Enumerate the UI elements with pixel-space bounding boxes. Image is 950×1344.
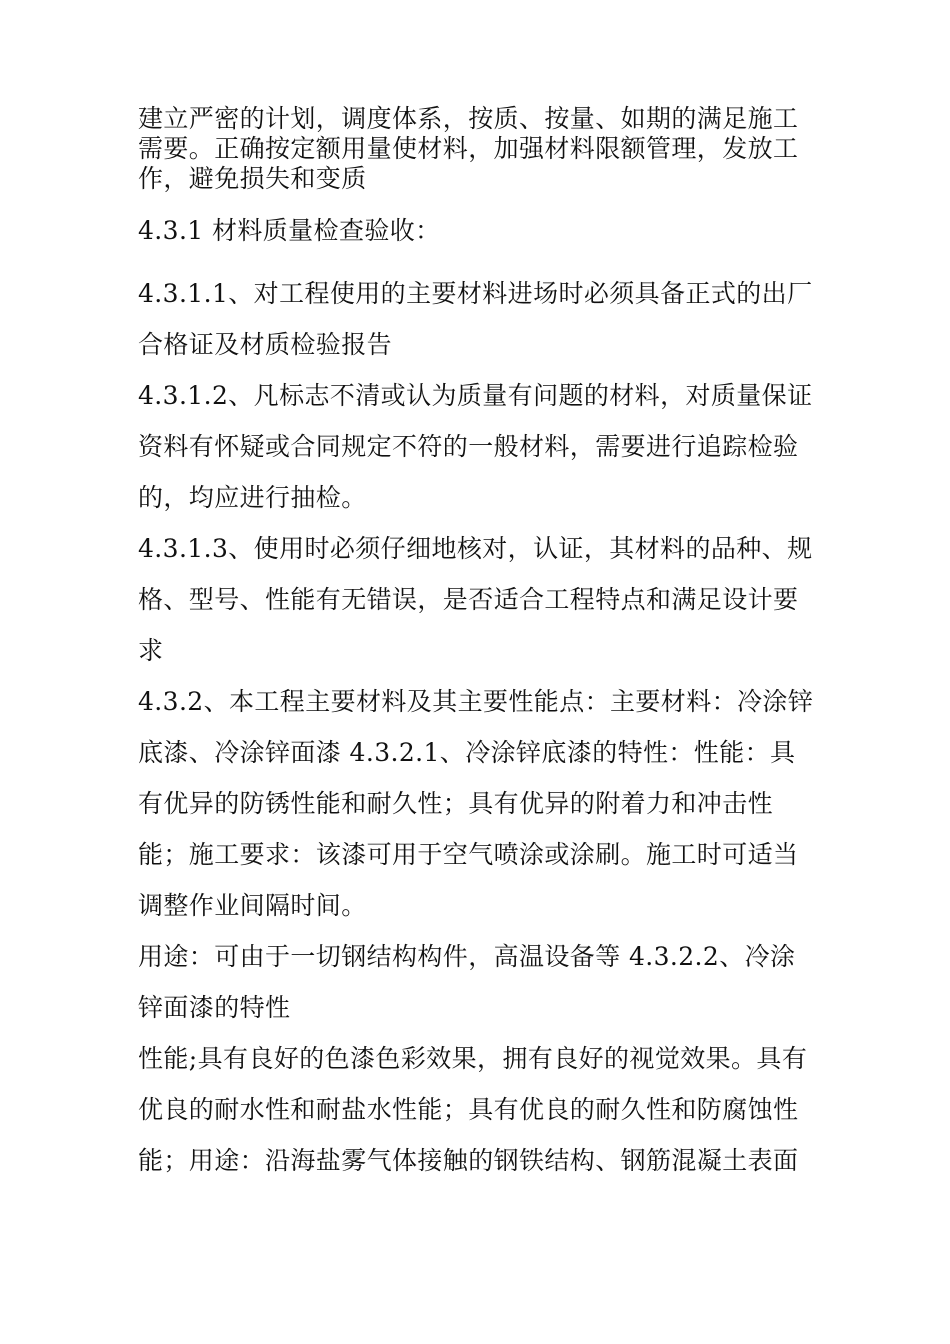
paragraph-performance: 性能;具有良好的色漆色彩效果，拥有良好的视觉效果。具有优良的耐水性和耐盐水性能；具有优良的耐久性和防腐蚀性能；用途：沿海盐雾气体接触的钢铁结构、钢筋混凝土表面 <box>138 1044 808 1175</box>
section-heading-4-3-1: 4.3.1 材料质量检查验收： <box>138 216 441 245</box>
intro-paragraph: 建立严密的计划，调度体系，按质、按量、如期的满足施工需要。正确按定额用量使材料，加强材料限额管理，发放工作，避免损失和变质 <box>138 104 799 193</box>
document-body <box>138 104 816 1186</box>
paragraph-usage: 用途：可由于一切钢结构构件，高温设备等 4.3.2.2、冷涂锌面漆的特性 <box>138 942 796 1022</box>
paragraph-4-3-1-1: 4.3.1.1、对工程使用的主要材料进场时必须具备正式的出厂合格证及材质检验报告 <box>138 279 813 359</box>
paragraph-4-3-1-2: 4.3.1.2、凡标志不清或认为质量有问题的材料，对质量保证资料有怀疑或合同规定不符的一般材料，需要进行追踪检验的，均应进行抽检。 <box>138 381 813 512</box>
paragraph-4-3-1-3: 4.3.1.3、使用时必须仔细地核对，认证，其材料的品种、规格、型号、性能有无错误，是否适合工程特点和满足设计要求 <box>138 534 813 665</box>
paragraph-4-3-2: 4.3.2、本工程主要材料及其主要性能点：主要材料：冷涂锌底漆、冷涂锌面漆 4.3.2.1、冷涂锌底漆的特性：性能：具有优异的防锈性能和耐久性；具有优异的附着力和冲击性能；施工要求：该漆可用于空气喷涂或涂刷。施工时可适当调整作业间隔时间。 <box>138 687 814 920</box>
